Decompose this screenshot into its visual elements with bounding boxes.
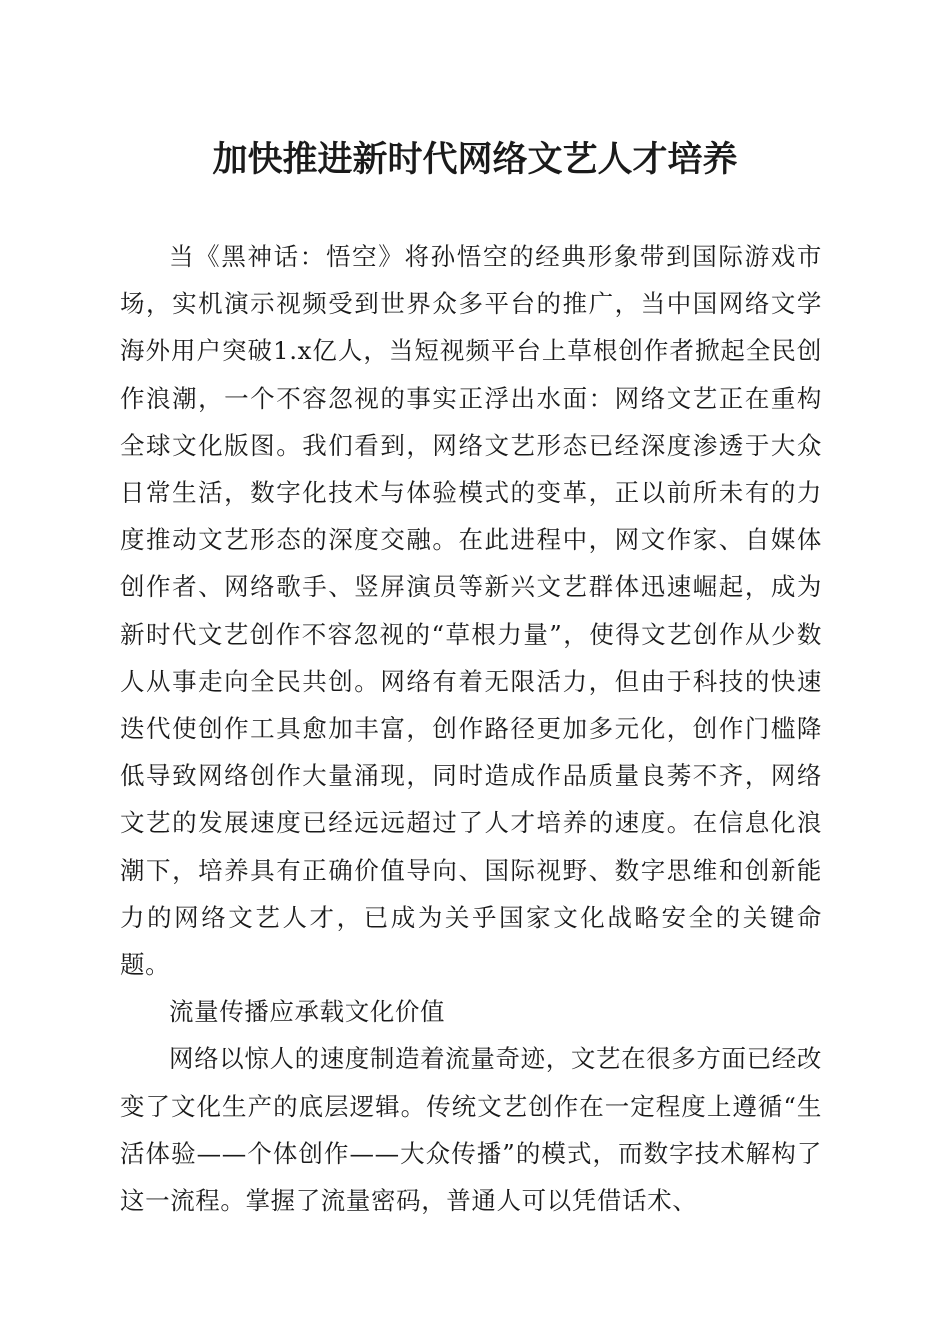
paragraph-intro: 当《黑神话：悟空》将孙悟空的经典形象带到国际游戏市场，实机演示视频受到世界众多平台的推广，当中国网络文学海外用户突破1.x亿人，当短视频平台上草根创作者掀起全民创作浪潮，一个不容忽视的事实正浮出水面：网络文艺正在重构全球文化版图。我们看到，网络文艺形态已经深度渗透于大众日常生活，数字化技术与体验模式的变革，正以前所未有的力度推动文艺形态的深度交融。在此进程中，网文作家、自媒体创作者、网络歌手、竖屏演员等新兴文艺群体迅速崛起，成为新时代文艺创作不容忽视的“草根力量”，使得文艺创作从少数人从事走向全民共创。网络有着无限活力，但由于科技的快速迭代使创作工具愈加丰富，创作路径更加多元化，创作门槛降低导致网络创作大量涌现，同时造成作品质量良莠不齐，网络文艺的发展速度已经远远超过了人才培养的速度。在信息化浪潮下，培养具有正确价值导向、国际视野、数字思维和创新能力的网络文艺人才，已成为关乎国家文化战略安全的关键命题。	[120, 242, 822, 980]
document-title: 加快推进新时代网络文艺人才培养	[212, 139, 738, 180]
paragraph-traffic: 网络以惊人的速度制造着流量奇迹，文艺在很多方面已经改变了文化生产的底层逻辑。传统文艺创作在一定程度上遵循“生活体验——个体创作——大众传播”的模式，而数字技术解构了这一流程。掌握了流量密码，普通人可以凭借话术、	[120, 1044, 822, 1216]
document-body	[120, 233, 822, 1224]
section-heading: 流量传播应承载文化价值	[169, 997, 446, 1027]
